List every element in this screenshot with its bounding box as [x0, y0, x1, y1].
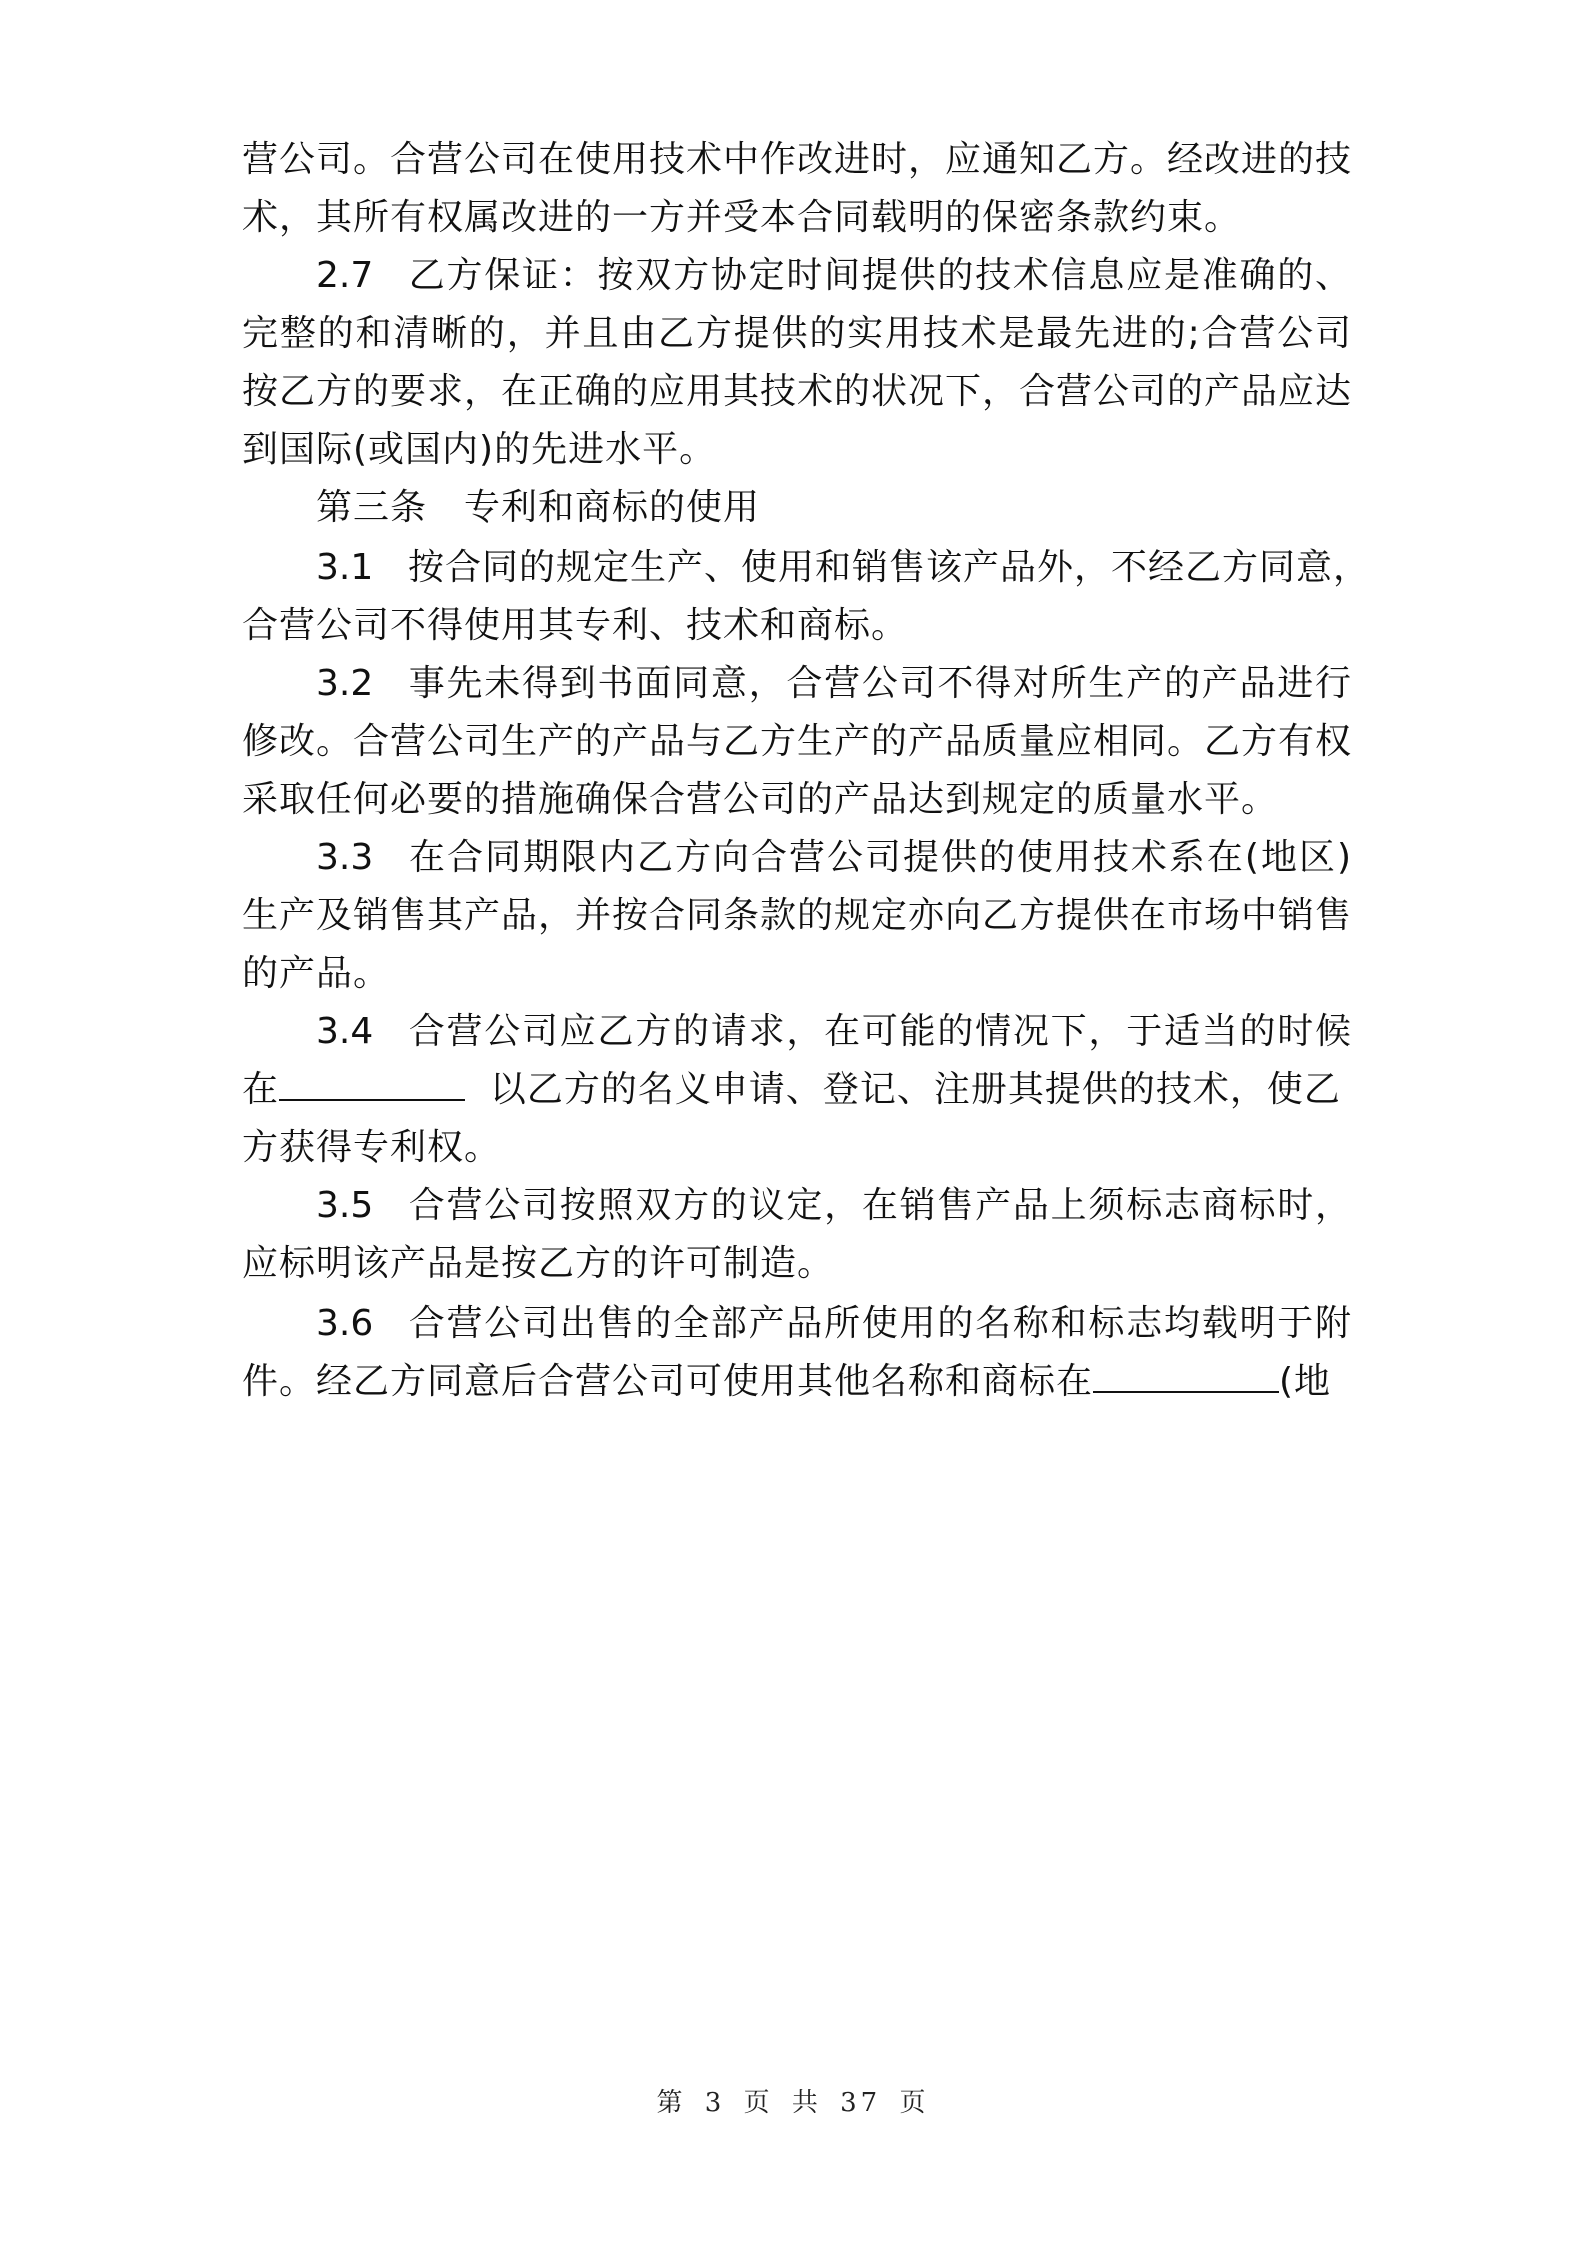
clause-2-7-line-1: [316, 246, 1352, 306]
clause-number: 3.3: [316, 837, 374, 878]
page-number-footer: 第 3 页 共 37 页: [656, 2088, 930, 2118]
fill-in-blank: [279, 1063, 465, 1101]
text-line: 术，其所有权属改进的一方并受本合同载明的保密条款约束。: [242, 197, 1242, 238]
clause-3-5-line-1: [316, 1176, 1352, 1236]
text-line: 合营公司不得使用其专利、技术和商标。: [242, 605, 909, 646]
clause-3-6-line-1: [316, 1294, 1352, 1354]
text-fragment: 件。经乙方同意后合营公司可使用其他名称和商标在: [242, 1361, 1094, 1402]
clause-number: 3.6: [316, 1303, 374, 1344]
text-line: 应标明该产品是按乙方的许可制造。: [242, 1243, 835, 1284]
text-line-with-blank: [242, 1060, 1352, 1120]
clause-text: 合营公司应乙方的请求，在可能的情况下，于适当的时候: [408, 1011, 1352, 1052]
clause-number: 3.4: [316, 1011, 374, 1052]
clause-3-4-line-1: [316, 1002, 1352, 1062]
clause-number: 3.2: [316, 663, 374, 704]
clause-number: 3.1: [316, 547, 374, 588]
clause-3-2-line-1: [316, 654, 1352, 714]
clause-text: 合营公司按照双方的议定，在销售产品上须标志商标时，: [408, 1185, 1352, 1226]
text-fragment: 以乙方的名义申请、登记、注册其提供的技术，使乙: [489, 1069, 1341, 1110]
clause-text: 事先未得到书面同意，合营公司不得对所生产的产品进行: [408, 663, 1352, 704]
text-line: 生产及销售其产品，并按合同条款的规定亦向乙方提供在市场中销售: [242, 895, 1353, 936]
clause-text: 乙方保证：按双方协定时间提供的技术信息应是准确的、: [408, 255, 1352, 296]
section-heading: 第三条 专利和商标的使用: [316, 487, 761, 528]
text-fragment: 在: [242, 1069, 280, 1110]
clause-3-3-line-1: [316, 828, 1352, 888]
fill-in-blank: [1093, 1355, 1279, 1393]
text-line: 完整的和清晰的，并且由乙方提供的实用技术是最先进的;合营公司: [242, 313, 1352, 354]
text-line: 按乙方的要求，在正确的应用其技术的状况下，合营公司的产品应达: [242, 371, 1353, 412]
text-line: 的产品。: [242, 953, 391, 994]
clause-number: 3.5: [316, 1185, 374, 1226]
clause-text: 在合同期限内乙方向合营公司提供的使用技术系在(地区): [408, 837, 1352, 878]
clause-text: 按合同的规定生产、使用和销售该产品外，不经乙方同意，: [408, 547, 1371, 588]
text-line: 到国际(或国内)的先进水平。: [242, 429, 717, 470]
text-fragment: (地: [1279, 1361, 1332, 1402]
text-line: 修改。合营公司生产的产品与乙方生产的产品质量应相同。乙方有权: [242, 721, 1353, 762]
clause-number: 2.7: [316, 255, 374, 296]
text-line: 采取任何必要的措施确保合营公司的产品达到规定的质量水平。: [242, 779, 1279, 820]
text-line: 方获得专利权。: [242, 1127, 502, 1168]
clause-3-1-line-1: [316, 538, 1371, 598]
text-line-with-blank: [242, 1352, 1352, 1412]
text-line: 营公司。合营公司在使用技术中作改进时，应通知乙方。经改进的技: [242, 139, 1353, 180]
clause-text: 合营公司出售的全部产品所使用的名称和标志均载明于附: [408, 1303, 1352, 1344]
